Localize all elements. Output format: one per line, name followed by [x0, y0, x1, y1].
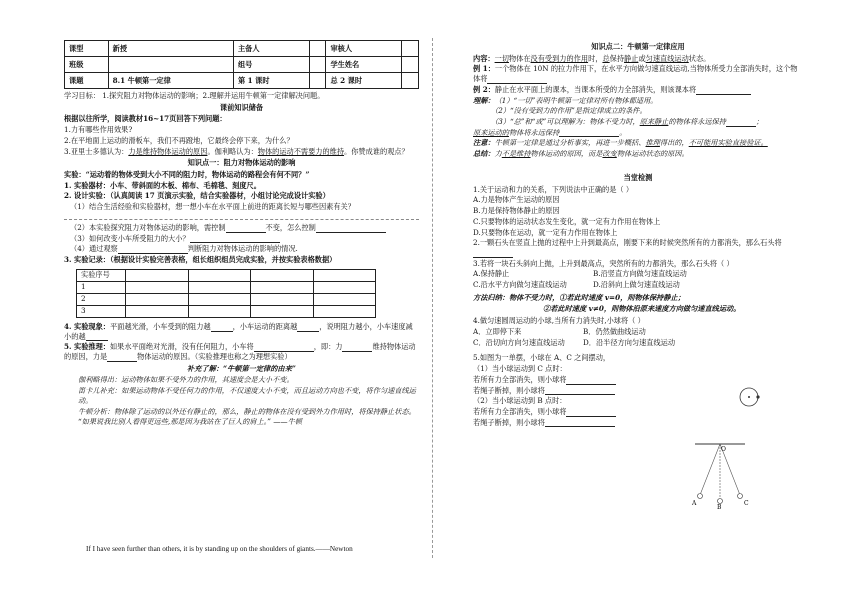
table-cell[interactable] [126, 281, 189, 293]
label-c: C [744, 500, 749, 507]
text-span: 不变，怎么控制 [265, 222, 316, 232]
header-cell: 8.1 牛顿第一定律 [108, 73, 233, 89]
text-span: 3.亚里士多德认为： [64, 146, 129, 156]
option[interactable]: B.沿竖直方向做匀速直线运动 [593, 269, 687, 279]
experiment-phenomenon [64, 322, 419, 341]
supplement-descartes: 笛卡儿补充：如果运动物体不受任何力的作用，不仅速度大小不变，而且运动方向也不变，将作匀速直线运动。 [78, 386, 416, 405]
text-span: 判断阻力对物体运动的影响的情况. [187, 244, 298, 254]
blank[interactable] [254, 343, 314, 352]
blank[interactable] [86, 332, 108, 341]
text-span: 若绳子断掉，则小球将 [473, 417, 545, 427]
table-cell[interactable] [251, 269, 314, 281]
text-span: 时， [588, 53, 603, 63]
test-q1: 1.关于运动和力的关系，下列说法中正确的是（ ） [473, 184, 634, 194]
options-row [473, 327, 803, 337]
text-span: （1）“一切”表明牛顿第一定律对所有物体都适用。 [494, 95, 658, 105]
design-q4 [64, 244, 419, 254]
text-span: 若绳子断掉，则小球将 [473, 385, 545, 395]
text-span: 物体的运动不需要力的维持 [257, 146, 345, 156]
text-span: 力是维持物体运动的原因 [128, 146, 208, 156]
design-q2 [64, 223, 419, 233]
left-column [64, 40, 419, 428]
text-span: 得出的， [659, 138, 689, 148]
question-1: 1.力有哪些作用效果? [64, 125, 133, 135]
option[interactable]: C．沿切向方向匀速直线运动 [473, 337, 565, 347]
text-span: （3）如何改变小车所受阻力的大小？ [70, 233, 190, 243]
test-q2 [473, 238, 803, 257]
equipment: 1. 实验器材：小车、带斜面的木板、棉布、毛棉毯、刻度尺。 [64, 180, 261, 190]
text-span: 静止 [624, 53, 639, 63]
header-cell: 第 1 课时 [233, 73, 309, 89]
header-cell [402, 73, 419, 89]
header-cell: 审核人 [326, 41, 402, 57]
text-span: 一个物体在 10N 的拉力作用下，在水平方向做匀速直线运动,当物体所受力全部消失时，这个物体将 [473, 64, 798, 84]
table-row-label: 1 [77, 281, 126, 293]
options-row [473, 338, 803, 348]
test-title: 当堂检测 [623, 172, 653, 182]
header-table [64, 40, 419, 89]
header-cell [108, 57, 233, 73]
text-span: 推理 [645, 138, 660, 148]
text-span: 不可能用实验直接验证。 [688, 138, 768, 148]
option[interactable]: A.保持静止 [473, 269, 510, 279]
text-span: （4）通过观察 [70, 244, 118, 254]
knowledge-point-1-title: 知识点一：阻力对物体运动的影响 [187, 158, 296, 168]
q5-line [473, 375, 803, 385]
text-span: （认真阅读 17 页演示实验，结合实验器材，小组讨论完成设计实验） [109, 191, 330, 201]
blank[interactable] [473, 249, 513, 258]
method-1: 方法归纳：物体不受力时，①若此时速度 v=0，则物体保持静止； [473, 292, 685, 302]
understanding-3 [473, 117, 803, 127]
table-cell[interactable] [126, 293, 189, 305]
text-span: 例 2： [473, 84, 495, 94]
label-o: O [721, 446, 726, 453]
blank[interactable] [545, 418, 615, 427]
q5-line [473, 407, 803, 417]
blank[interactable] [118, 245, 188, 254]
supplement-galileo: 伽利略得出：运动物体如果不受外力的作用，其速度会是大小不变。 [78, 375, 294, 385]
text-span: 3. 实验记录： [64, 255, 110, 265]
method-2: ②若此时速度 v≠0，则物体沿原来速度方向做匀速直线运动。 [543, 303, 741, 313]
text-span: 内容： [473, 53, 495, 63]
header-cell: 课题 [65, 73, 109, 89]
example-1 [473, 64, 803, 83]
design-experiment [64, 191, 419, 201]
table-cell[interactable] [313, 269, 376, 281]
pendulum-diagram [690, 440, 750, 510]
right-column [473, 40, 803, 428]
answer-line[interactable] [64, 213, 419, 220]
text-span: 力 [494, 149, 502, 159]
text-span: 原来静止 [639, 117, 669, 127]
text-span: 总结： [473, 149, 495, 159]
label-b: B [717, 504, 722, 510]
text-span: 物体运动的原因，而是 [530, 149, 603, 159]
text-span: 例 1： [473, 64, 495, 74]
header-cell [309, 57, 326, 73]
table-cell[interactable] [188, 305, 251, 317]
text-span: 物体运动的原因。（实验推理也称之为理想实验） [137, 351, 292, 361]
option[interactable]: B.力是保持物体静止的原因 [473, 206, 560, 216]
supplement-newton: 牛顿分析：物体除了运动的以外还有静止的，那么，静止的物体在没有受到外力作用时，将保持静止状态。 [78, 406, 416, 416]
table-cell[interactable] [126, 305, 189, 317]
text-span: 若所有力全部消失，则小球将 [473, 374, 567, 384]
design-q3 [64, 234, 419, 244]
option[interactable]: A.力是物体产生运动的原因 [473, 195, 560, 205]
header-cell: 总 2 课时 [326, 73, 402, 89]
blank[interactable] [297, 323, 319, 332]
table-header: 实验序号 [77, 269, 126, 281]
table-cell[interactable] [313, 305, 376, 317]
example-2 [473, 85, 803, 95]
table-cell[interactable] [188, 281, 251, 293]
text-span: 平面越光滑，小车受到的阻力越 [109, 321, 211, 331]
text-span: （3）“总”和“或”可以理解为：物体不受力时， [491, 117, 640, 127]
text-span: 保持 [609, 53, 625, 63]
pre-intro: 根据以往所学，阅读教材16~17页回答下列问题： [64, 114, 227, 124]
label-a: A [692, 500, 697, 507]
header-cell: 新授 [108, 41, 233, 57]
text-span: 如果水平面绝对光滑，没有任何阻力，小车将 [109, 342, 254, 352]
option[interactable]: C.沿水平方向做匀速直线运动 [473, 280, 567, 290]
footer-quote: If I have seen further than others, it is by standing up on the shoulders of giants.——Newton [86, 545, 353, 553]
text-span: 物体将永远保持 [508, 127, 560, 137]
options-row [473, 269, 803, 279]
q5-part2: （2）当小球运动到 B 点时： [473, 396, 567, 406]
blank[interactable] [342, 343, 372, 352]
experiment-record [64, 255, 419, 265]
option[interactable]: D.只要物体在运动，就一定有力作用在物体上 [473, 227, 618, 237]
option[interactable]: B．仍然做曲线运动 [583, 326, 646, 336]
test-q5: 5.如图为一单摆，小球在 A、C 之间摆动， [473, 353, 611, 363]
header-cell: 班级 [65, 57, 109, 73]
blank[interactable] [696, 86, 751, 95]
blank[interactable] [559, 128, 619, 137]
knowledge-point-2-title: 知识点二：牛顿第一定律应用 [591, 42, 685, 51]
table-cell[interactable] [188, 269, 251, 281]
blank[interactable] [726, 118, 756, 127]
blank[interactable] [316, 224, 386, 233]
text-span: 2. 设计实验： [64, 191, 110, 201]
option[interactable]: D．沿半径方向匀速直线运动 [583, 337, 676, 347]
text-span: 。伽利略认为： [207, 146, 258, 156]
table-row-label: 2 [77, 293, 126, 305]
header-cell: 主备人 [233, 41, 309, 57]
blank[interactable] [190, 234, 280, 243]
text-span: 状态。 [688, 53, 711, 63]
question-3 [64, 147, 419, 157]
blank[interactable] [566, 376, 616, 385]
supplement-title: 补充了解：“牛顿第一定律的由来” [187, 363, 296, 373]
option[interactable]: D.沿斜向上做匀速直线运动 [593, 280, 680, 290]
note [473, 138, 803, 148]
table-cell[interactable] [313, 281, 376, 293]
text-span: 5. 实验推理： [64, 342, 110, 352]
text-span: 4. 实验现象： [64, 321, 110, 331]
text-span: 牛顿第一定律是通过分析事实，再进一步概括、 [494, 138, 646, 148]
text-span: ； [755, 117, 764, 127]
text-span: 匀速直线运动 [645, 53, 689, 63]
option[interactable]: A．立即停下来 [473, 326, 522, 336]
blank[interactable] [226, 224, 266, 233]
option[interactable]: C.只要物体的运动状态发生变化，就一定有力作用在物体上 [473, 216, 661, 226]
text-span: 不是维持 [501, 149, 531, 159]
test-q4: 4.做匀速圆周运动的小球,当所有力消失时,小球将（ ） [473, 316, 645, 326]
blank[interactable] [211, 323, 233, 332]
text-span: ，即：力 [313, 342, 343, 352]
text-span: 若所有力全部消失，则小球将 [473, 407, 567, 416]
column-divider [432, 38, 433, 558]
experiment-table [76, 269, 376, 318]
text-span: 一切 [494, 53, 509, 63]
header-cell [402, 41, 419, 57]
table-cell[interactable] [188, 293, 251, 305]
text-span: 注意： [473, 138, 495, 148]
blank[interactable] [566, 408, 616, 417]
table-cell[interactable] [251, 293, 314, 305]
text-span: 没有受到力的作用 [530, 53, 589, 63]
table-cell[interactable] [251, 305, 314, 317]
text-span: （根据设计实验完善表格，组长组织组员完成实验，并按实验表格数据） [109, 255, 337, 265]
text-span: 物体在 [508, 53, 531, 63]
circular-motion-icon [738, 386, 760, 408]
table-cell[interactable] [313, 293, 376, 305]
options-row [473, 280, 803, 290]
text-span: 或 [638, 53, 646, 63]
understanding-2: （2）“没有受到力的作用”是指定律成立的条件。 [491, 106, 647, 116]
table-row-label: 3 [77, 305, 126, 317]
question-2: 2.在平地面上运动的滑板车，我们不再蹬地，它最终会停下来，为什么？ [64, 135, 294, 145]
law-content [473, 54, 803, 64]
learning-goal: 学习目标： 1.探究阻力对物体运动的影响；2.理解并运用牛顿第一定律解决问题。 [64, 91, 325, 100]
test-q3: 3.若将一块石头斜向上抛，上升到最高点，突然所有的力都消失，那么石头将（ ） [473, 258, 734, 268]
experiment-title: 实验：“运动着的物体受到大小不同的阻力时，物体运动的路程会有何不同？” [64, 170, 310, 180]
text-span: 改变 [602, 149, 617, 159]
text-span: 的物体将永远保持 [668, 117, 726, 127]
experiment-inference [64, 342, 419, 361]
header-cell: 组号 [233, 57, 309, 73]
header-cell: 学生姓名 [326, 57, 402, 73]
header-cell [402, 57, 419, 73]
understanding-3b [473, 128, 803, 138]
header-cell: 课型 [65, 41, 109, 57]
q5-part1: （1）当小球运动到 C 点时： [473, 364, 567, 374]
text-span: 2.一颗石头在竖直上抛的过程中上升到最高点，刚要下来的时候突然所有的力都消失，那么石头将 [473, 238, 782, 248]
text-span: （2）本实验探究阻力对物体运动的影响，需控制 [70, 222, 226, 232]
text-span: ，小车运动的距离越 [232, 321, 298, 331]
header-cell [309, 73, 326, 89]
text-span: 总 [602, 53, 610, 63]
blank[interactable] [487, 75, 547, 84]
text-span: 理解： [473, 95, 495, 105]
table-cell[interactable] [126, 269, 189, 281]
blank[interactable] [545, 386, 615, 395]
understanding-1 [473, 96, 803, 106]
header-cell [309, 41, 326, 57]
section-title: 课前知识储备 [219, 102, 264, 112]
text-span: 静止在水平面上的课本，当课本所受的力全部消失，则该课本将 [494, 84, 697, 94]
text-span: 物体运动状态的原因。 [616, 149, 689, 159]
text-span: 维持物体运动的原因，力是 [64, 342, 416, 361]
text-span: 。你赞成谁的观点？ [344, 146, 409, 156]
design-q1: （1）结合生活经验和实验器材，想一想小车在水平面上前进的距离长短与哪些因素有关？ [70, 202, 355, 212]
text-span: ，说明阻力越小，小车速度减小的越 [64, 321, 413, 341]
text-span: 。 [619, 127, 627, 137]
blank[interactable] [107, 353, 137, 362]
table-cell[interactable] [251, 281, 314, 293]
q5-line [473, 418, 803, 428]
newton-quote: “如果说我比别人看得更远些,那是因为我站在了巨人的肩上。” ——牛顿 [78, 417, 302, 427]
text-span: 原来运动的 [473, 127, 509, 137]
summary [473, 149, 803, 159]
